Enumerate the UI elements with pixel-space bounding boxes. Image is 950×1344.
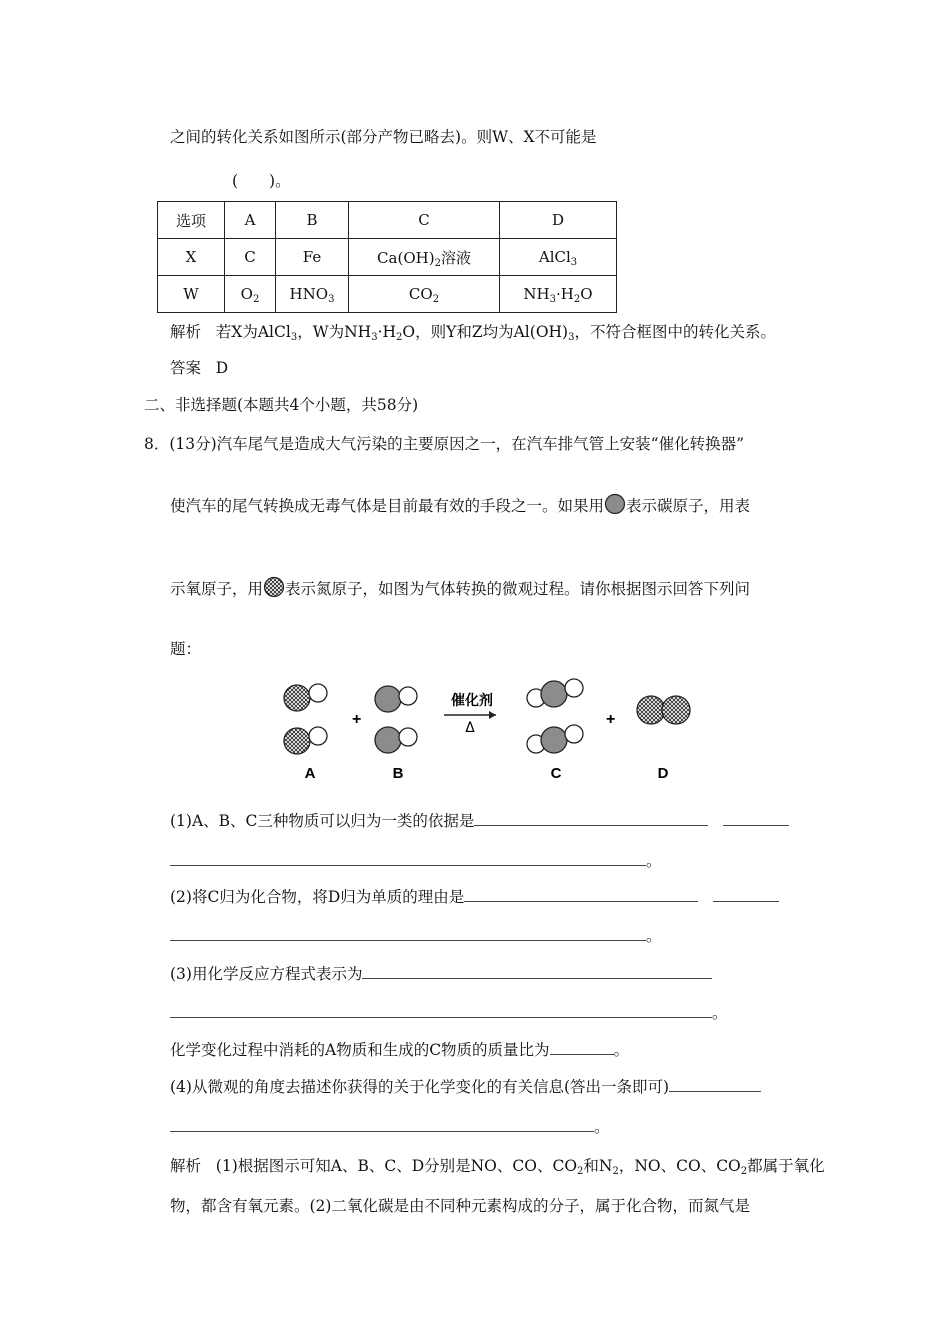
- label-d: D: [657, 765, 669, 782]
- molecule-d: [637, 696, 690, 724]
- table-cell: $NH_3\cdot H_2O$: [500, 276, 617, 313]
- molecule-a-bottom: [284, 727, 327, 754]
- molecule-c-bottom: [527, 725, 583, 753]
- table-cell: $Ca(OH)_2$溶液: [349, 239, 500, 276]
- table-header: C: [349, 202, 500, 239]
- sub-q3-cont: 。: [170, 1002, 728, 1024]
- section-title: 二、非选择题(本题共4个小题，共58分): [144, 396, 419, 414]
- sub-q2: (2)将C归为化合物，将D归为单质的理由是: [170, 886, 779, 908]
- sub-q4-cont: 。: [170, 1116, 610, 1138]
- catalyst-label: 催化剂: [451, 693, 493, 709]
- nitrogen-atom-icon: [263, 576, 285, 598]
- q8-line1: 8．(13分)汽车尾气是造成大气污染的主要原因之一，在汽车排气管上安装“催化转换器”: [144, 435, 745, 453]
- answer-bracket: ( )。: [232, 172, 291, 190]
- answer-blank[interactable]: [170, 1117, 594, 1132]
- analysis-2-line1: 解析 (1)根据图示可知A、B、C、D分别是NO、CO、$CO_2$和$N_2$，NO、CO、$CO_2$都属于氧化: [170, 1157, 825, 1177]
- table-header: B: [276, 202, 349, 239]
- table-header: A: [225, 202, 276, 239]
- sub-q3b: 化学变化过程中消耗的A物质和生成的C物质的质量比为 。: [170, 1041, 630, 1059]
- answer-blank[interactable]: [713, 887, 779, 902]
- sub-q2-cont: 。: [170, 925, 662, 947]
- table-row: [158, 202, 617, 239]
- heat-symbol: Δ: [465, 720, 475, 736]
- label-b: B: [392, 765, 404, 782]
- sub-q3: (3)用化学反应方程式表示为: [170, 963, 712, 985]
- table-cell: W: [158, 276, 225, 313]
- q8-line3: 示氧原子，用 表示氮原子，如图为气体转换的微观过程。请你根据图示回答下列问: [170, 576, 750, 600]
- analysis-2-line2: 物，都含有氧元素。(2)二氧化碳是由不同种元素构成的分子，属于化合物，而氮气是: [170, 1197, 750, 1215]
- answer-blank[interactable]: [669, 1077, 761, 1092]
- molecule-c-top: [527, 679, 583, 707]
- table-cell: C: [225, 239, 276, 276]
- answer-line: 答案 D: [170, 359, 229, 377]
- molecule-b-bottom: [375, 727, 417, 753]
- arrow-head-icon: [489, 711, 496, 719]
- table-row: [158, 276, 617, 313]
- table-header: 选项: [158, 202, 225, 239]
- answer-blank[interactable]: [362, 964, 712, 979]
- table-cell: X: [158, 239, 225, 276]
- options-table: [157, 201, 617, 313]
- table-cell: AlCl$_3$: [500, 239, 617, 276]
- sub-q4: (4)从微观的角度去描述你获得的关于化学变化的有关信息(答出一条即可): [170, 1076, 761, 1098]
- answer-blank[interactable]: [474, 811, 708, 826]
- carbon-atom-icon: [604, 493, 626, 515]
- table-cell: $CO_2$: [349, 276, 500, 313]
- answer-blank[interactable]: [550, 1040, 614, 1055]
- answer-blank[interactable]: [723, 811, 789, 826]
- label-a: A: [304, 765, 316, 782]
- answer-blank[interactable]: [464, 887, 698, 902]
- label-c: C: [550, 765, 562, 782]
- intro-line: 之间的转化关系如图所示(部分产物已略去)。则W、X不可能是: [170, 128, 597, 146]
- sub-q1: (1)A、B、C三种物质可以归为一类的依据是: [170, 810, 789, 832]
- plus-sign: +: [352, 711, 362, 728]
- table-cell: Fe: [276, 239, 349, 276]
- table-cell: $HNO_3$: [276, 276, 349, 313]
- table-header: D: [500, 202, 617, 239]
- molecule-a-top: [284, 684, 327, 711]
- answer-blank[interactable]: [170, 926, 646, 941]
- answer-blank[interactable]: [170, 851, 646, 866]
- plus-sign: +: [606, 711, 616, 728]
- q8-line2: 使汽车的尾气转换成无毒气体是目前最有效的手段之一。如果用 表示碳原子，用表: [170, 493, 750, 517]
- reaction-diagram: [270, 672, 710, 792]
- molecule-b-top: [375, 686, 417, 712]
- q8-line4: 题：: [170, 640, 202, 658]
- table-cell: $O_2$: [225, 276, 276, 313]
- answer-blank[interactable]: [170, 1003, 712, 1018]
- analysis-1: 解析 若X为AlCl$_3$，W为$NH_3\cdot H_2O$，则Y和Z均为$Al(OH)_3$，不符合框图中的转化关系。: [170, 323, 776, 343]
- sub-q1-cont: 。: [170, 850, 662, 872]
- table-row: [158, 239, 617, 276]
